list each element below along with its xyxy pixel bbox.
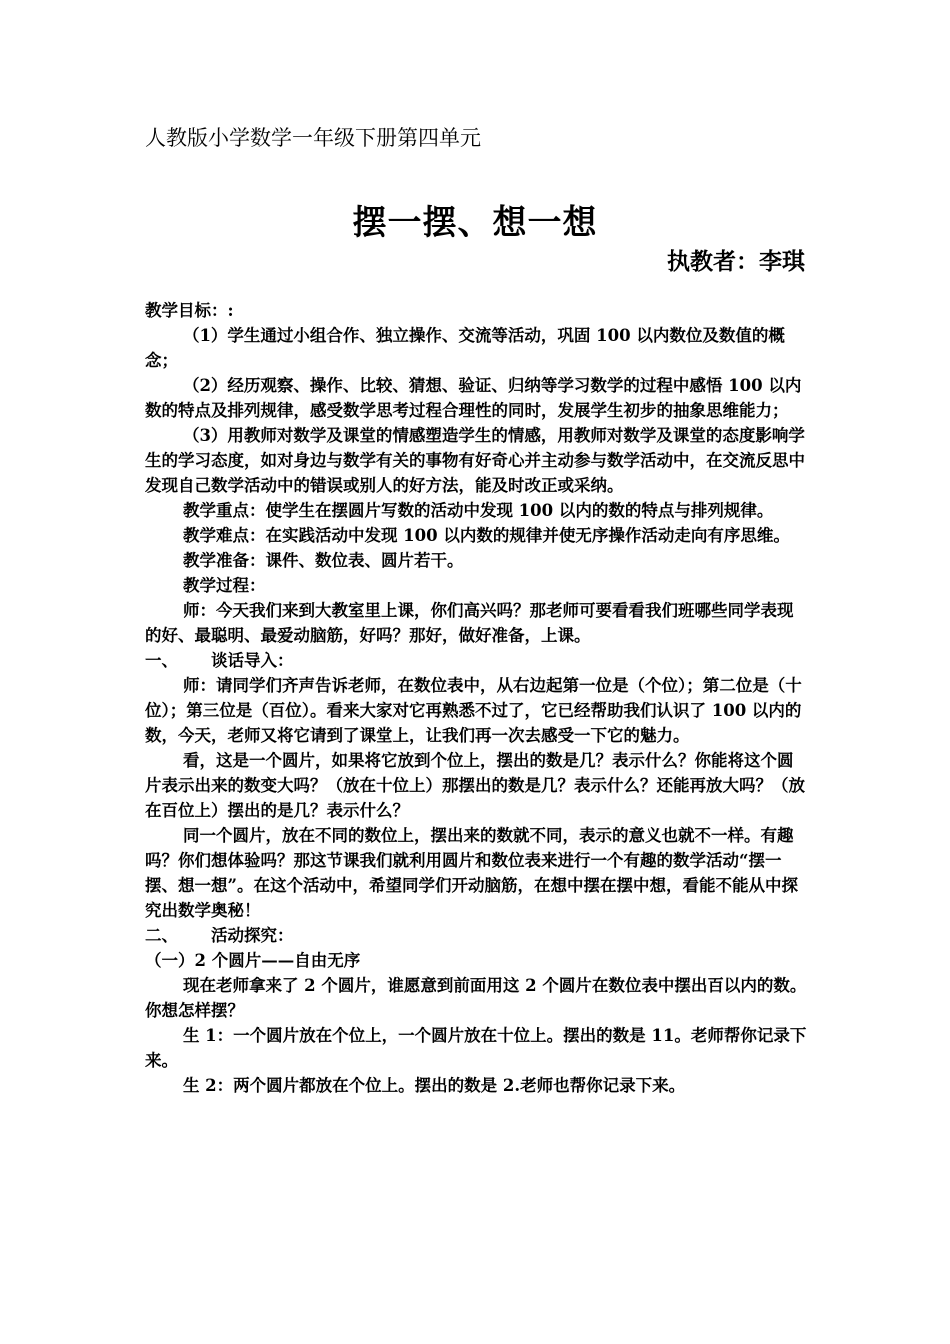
subsection-1-heading: （一）2 个圆片——自由无序 — [145, 951, 361, 970]
teacher-intro: 师：今天我们来到大教室里上课，你们高兴吗？那老师可要看看我们班哪些同学表现的好、最聪明、最爱动脑筋，好吗？那好，做好准备，上课。 — [145, 601, 794, 645]
objective-2: （2）经历观察、操作、比较、猜想、验证、归纳等学习数学的过程中感悟 100 以内数的特点及排列规律，感受数学思考过程合理性的同时，发展学生初步的抽象思维能力； — [145, 376, 802, 420]
objectives-heading: 教学目标：: — [145, 301, 234, 320]
paragraph-look: 看，这是一个圆片，如果将它放到个位上，摆出的数是几？表示什么？你能将这个圆片表示出来的数变大吗？（放在十位上）那摆出的数是几？表示什么？还能再放大吗？（放在百位上）摆出的是几？表示什么？ — [145, 751, 805, 820]
section-2-heading — [145, 923, 808, 948]
paragraph-same: 同一个圆片，放在不同的数位上，摆出来的数就不同，表示的意义也就不一样。有趣吗？你们想体验吗？那这节课我们就利用圆片和数位表来进行一个有趣的数学活动“摆一摆、想一想”。在这个活动中，希望同学们开动脑筋，在想中摆在摆中想，看能不能从中探究出数学奥秘！ — [145, 826, 798, 920]
key-point: 教学重点：使学生在摆圆片写数的活动中发现 100 以内的数的特点与排列规律。 — [182, 501, 774, 520]
teacher-question: 师：请同学们齐声告诉老师，在数位表中，从右边起第一位是（个位）；第二位是（十位）；第三位是（百位）。看来大家对它再熟悉不过了，它已经帮助我们认识了 100 以内的数，今天，老师又将它请到了课堂上，让我们再一次去感受一下它的魅力。 — [145, 676, 802, 745]
student-2: 生 2：两个圆片都放在个位上。摆出的数是 2.老师也帮你记录下来。 — [182, 1076, 686, 1095]
student-1: 生 1：一个圆片放在个位上，一个圆片放在十位上。摆出的数是 11。老师帮你记录下来。 — [145, 1026, 807, 1070]
lesson-body — [145, 298, 808, 1098]
series-heading: 人教版小学数学一年级下册第四单元 — [145, 126, 481, 150]
author-line: 执教者：李琪 — [667, 248, 805, 275]
lesson-title: 摆一摆、想一想 — [352, 203, 598, 243]
section-2-title: 活动探究： — [211, 926, 294, 945]
objective-1: （1）学生通过小组合作、独立操作、交流等活动，巩固 100 以内数位及数值的概念； — [145, 326, 785, 370]
process-heading: 教学过程： — [182, 576, 266, 595]
section-1-number: 一、 — [145, 651, 178, 670]
objective-3: （3）用教师对数学及课堂的情感塑造学生的情感，用教师对数学及课堂的态度影响学生的学习态度，如对身边与数学有关的事物有好奇心并主动参与数学活动中，在交流反思中发现自己数学活动中的错误或别人的好方法，能及时改正或采纳。 — [145, 426, 805, 495]
paragraph-now: 现在老师拿来了 2 个圆片，谁愿意到前面用这 2 个圆片在数位表中摆出百以内的数。你想怎样摆？ — [145, 976, 807, 1020]
preparation: 教学准备：课件、数位表、圆片若干。 — [182, 551, 464, 570]
section-1-heading — [145, 648, 808, 673]
section-2-number: 二、 — [145, 926, 178, 945]
section-1-title: 谈话导入： — [211, 651, 294, 670]
difficulty: 教学难点：在实践活动中发现 100 以内数的规律并使无序操作活动走向有序思维。 — [182, 526, 790, 545]
